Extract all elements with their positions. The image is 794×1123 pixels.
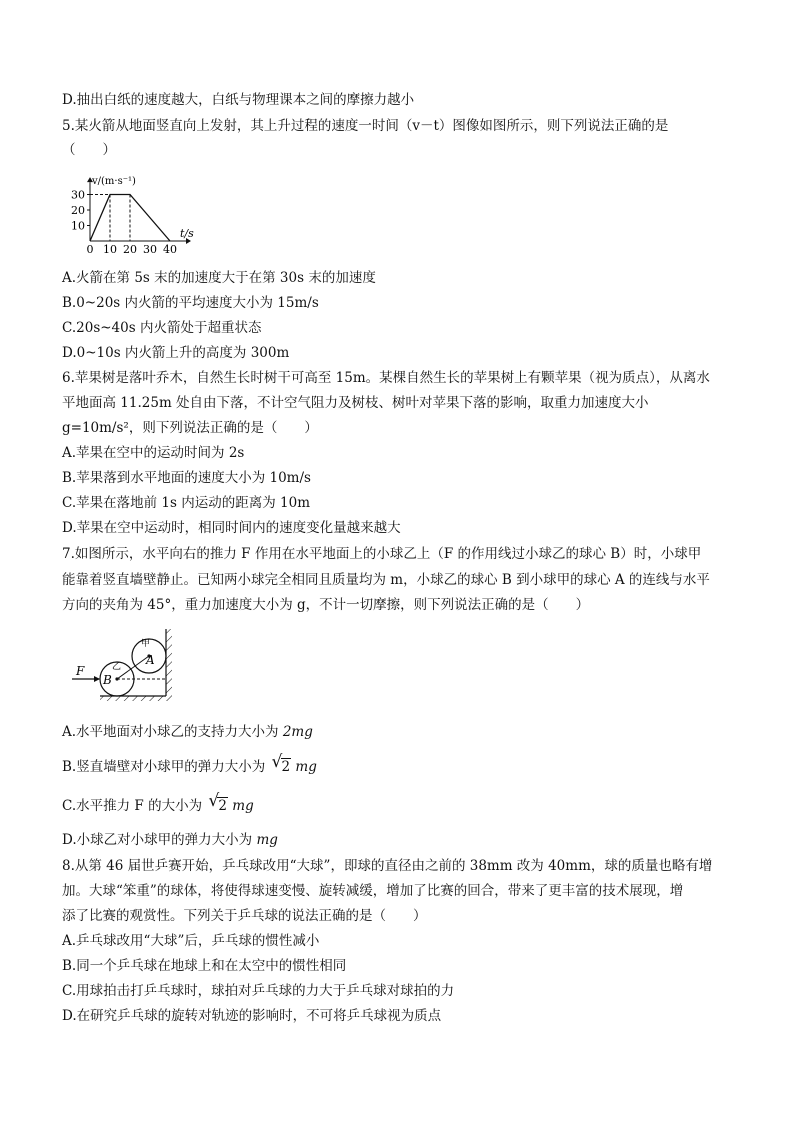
center-line bbox=[117, 656, 149, 679]
center-b bbox=[115, 677, 118, 680]
q6-option-d: D.苹果在空中运动时，相同时间内的速度变化量越来越大 bbox=[62, 520, 401, 536]
q7-option-a bbox=[62, 722, 313, 742]
q5-paren: （ ） bbox=[62, 142, 116, 158]
q7-option-d-text: D.小球乙对小球甲的弹力大小为 bbox=[62, 832, 257, 848]
q7-stem-line-2: 能靠着竖直墙壁静止。已知两小球完全相同且质量均为 m，小球乙的球心 B 到小球甲的球心 A 的连线与水平 bbox=[62, 572, 710, 588]
q7-stem-line-1: 7.如图所示，水平向右的推力 F 作用在水平地面上的小球乙上（F 的作用线过小球乙的球心 B）时，小球甲 bbox=[62, 546, 702, 562]
x-tick-label-40: 40 bbox=[163, 243, 177, 256]
x-tick-label-0: 0 bbox=[86, 243, 94, 256]
q5-option-a: A.火箭在第 5s 末的加速度大于在第 30s 末的加速度 bbox=[62, 270, 376, 286]
label-ball-b: B bbox=[103, 673, 112, 687]
x-axis-label: t/s bbox=[180, 227, 194, 240]
q7-two-balls-figure bbox=[66, 623, 186, 705]
q6-option-c: C.苹果在落地前 1s 内运动的距离为 10m bbox=[62, 495, 311, 511]
y-tick-label-10: 10 bbox=[71, 219, 85, 233]
q8-option-c: C.用球拍击打乒乓球时，球拍对乒乓球的力大于乒乓球对球拍的力 bbox=[62, 983, 455, 999]
q7-option-c-math: mg bbox=[232, 798, 254, 814]
y-tick-label-20: 20 bbox=[71, 204, 85, 217]
q7-option-d-math: mg bbox=[256, 832, 278, 848]
x-tick-label-10: 10 bbox=[103, 243, 117, 256]
q7-option-c-text: C.水平推力 F 的大小为 bbox=[62, 798, 207, 814]
force-arrowhead bbox=[94, 676, 100, 682]
q8-stem-line-3: 添了比赛的观赏性。下列关于乒乓球的说法正确的是（ ） bbox=[62, 908, 427, 924]
label-jia: 甲 bbox=[141, 639, 151, 649]
q6-option-a: A.苹果在空中的运动时间为 2s bbox=[62, 445, 245, 461]
q8-option-d: D.在研究乒乓球的旋转对轨迹的影响时，不可将乒乓球视为质点 bbox=[62, 1008, 442, 1024]
q7-stem-line-3: 方向的夹角为 45°，重力加速度大小为 g，不计一切摩擦，则下列说法正确的是（ ） bbox=[62, 597, 590, 613]
q6-stem-line-3: g=10m/s²，则下列说法正确的是（ ） bbox=[62, 420, 318, 436]
q5-stem: 5.某火箭从地面竖直向上发射，其上升过程的速度一时间（v－t）图像如图所示，则下列说法正确的是 bbox=[62, 118, 669, 134]
y-axis-label: v/(m·s⁻¹) bbox=[92, 176, 136, 188]
wall-hatch bbox=[166, 629, 172, 701]
q5-vt-chart bbox=[62, 163, 222, 258]
label-yi: 乙 bbox=[112, 662, 122, 672]
q7-option-c bbox=[62, 791, 254, 816]
q6-stem-line-2: 平地面高 11.25m 处自由下落，不计空气阻力及树枝、树叶对苹果下落的影响，取重力加速度大小 bbox=[62, 395, 649, 411]
ground-hatch bbox=[100, 696, 166, 701]
label-force: F bbox=[76, 664, 85, 678]
q7-option-d bbox=[62, 830, 278, 850]
q7-option-b-radicand: 2 bbox=[281, 759, 291, 775]
label-ball-a: A bbox=[146, 653, 155, 667]
q7-option-c-sqrt: √ 2 bbox=[208, 791, 227, 814]
q8-stem-line-1: 8.从第 46 届世乒赛开始，乒乓球改用“大球”，即球的直径由之前的 38mm 改为 40mm，球的质量也略有增 bbox=[62, 858, 713, 874]
x-tick-label-20: 20 bbox=[123, 243, 137, 256]
q7-option-c-radicand: 2 bbox=[218, 798, 227, 814]
q7-option-a-text: A.水平地面对小球乙的支持力大小为 bbox=[62, 724, 283, 740]
q7-option-b-text: B.竖直墙壁对小球甲的弹力大小为 bbox=[62, 759, 270, 775]
q7-option-b bbox=[62, 752, 317, 777]
q5-option-b: B.0~20s 内火箭的平均速度大小为 15m/s bbox=[62, 295, 319, 311]
q4-option-d: D.抽出白纸的速度越大，白纸与物理课本之间的摩擦力越小 bbox=[62, 92, 415, 108]
y-tick-label-30: 30 bbox=[71, 188, 85, 202]
x-tick-label-30: 30 bbox=[143, 243, 157, 256]
q7-option-a-math: 2mg bbox=[282, 724, 313, 740]
q7-option-b-sqrt: √ 2 bbox=[271, 752, 291, 775]
q7-option-b-math: mg bbox=[295, 759, 317, 775]
q6-stem-line-1: 6.苹果树是落叶乔木，自然生长时树干可高至 15m。某棵自然生长的苹果树上有颗苹果（视为质点），从离水 bbox=[62, 370, 710, 386]
q8-option-b: B.同一个乒乓球在地球上和在太空中的惯性相同 bbox=[62, 958, 347, 974]
q6-option-b: B.苹果落到水平地面的速度大小为 10m/s bbox=[62, 470, 311, 486]
q5-option-c: C.20s~40s 内火箭处于超重状态 bbox=[62, 320, 262, 336]
q5-option-d: D.0~10s 内火箭上升的高度为 300m bbox=[62, 345, 290, 361]
q8-option-a: A.乒乓球改用“大球”后，乒乓球的惯性减小 bbox=[62, 933, 320, 949]
q8-stem-line-2: 加。大球“笨重”的球体，将使得球速变慢、旋转减缓，增加了比赛的回合，带来了更丰富的技术展现，增 bbox=[62, 883, 684, 899]
